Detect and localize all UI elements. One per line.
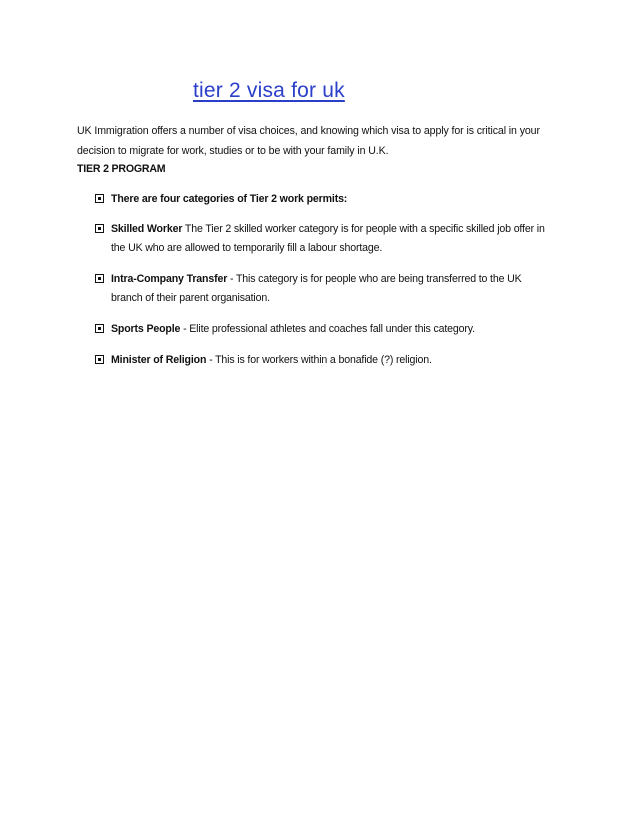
- intro-paragraph: UK Immigration offers a number of visa choices, and knowing which visa to apply for is critical in your decision to migrate for work, studies or to be with your family in U.K.: [77, 125, 540, 157]
- list-item-term: There are four categories of Tier 2 work permits:: [111, 193, 348, 205]
- list-item-text: - This is for workers within a bonafide (?) religion.: [206, 354, 432, 366]
- list-item-text: The Tier 2 skilled worker category is for people with a specific skilled job offer in the UK who are allowed to temporarily fill a labour shortage.: [111, 223, 545, 254]
- boxed-dot-bullet-icon: [95, 355, 104, 364]
- list-item-text: - This category is for people who are being transferred to the UK branch of their parent organisation.: [111, 273, 522, 304]
- list-item: [95, 190, 555, 209]
- tier2-category-list: [95, 190, 555, 382]
- list-item-term: Intra-Company Transfer: [111, 273, 228, 285]
- document-title-link[interactable]: tier 2 visa for uk: [193, 79, 345, 102]
- boxed-dot-bullet-icon: [95, 324, 104, 333]
- boxed-dot-bullet-icon: [95, 194, 104, 203]
- list-item: [95, 351, 555, 370]
- boxed-dot-bullet-icon: [95, 274, 104, 283]
- list-item: [95, 320, 555, 339]
- list-item: [95, 270, 555, 308]
- list-item-term: Sports People: [111, 323, 181, 335]
- list-item: [95, 220, 555, 258]
- section-heading: TIER 2 PROGRAM: [77, 163, 166, 175]
- list-item-term: Minister of Religion: [111, 354, 207, 366]
- list-item-text: - Elite professional athletes and coaches fall under this category.: [180, 323, 475, 335]
- boxed-dot-bullet-icon: [95, 224, 104, 233]
- list-item-term: Skilled Worker: [111, 223, 183, 235]
